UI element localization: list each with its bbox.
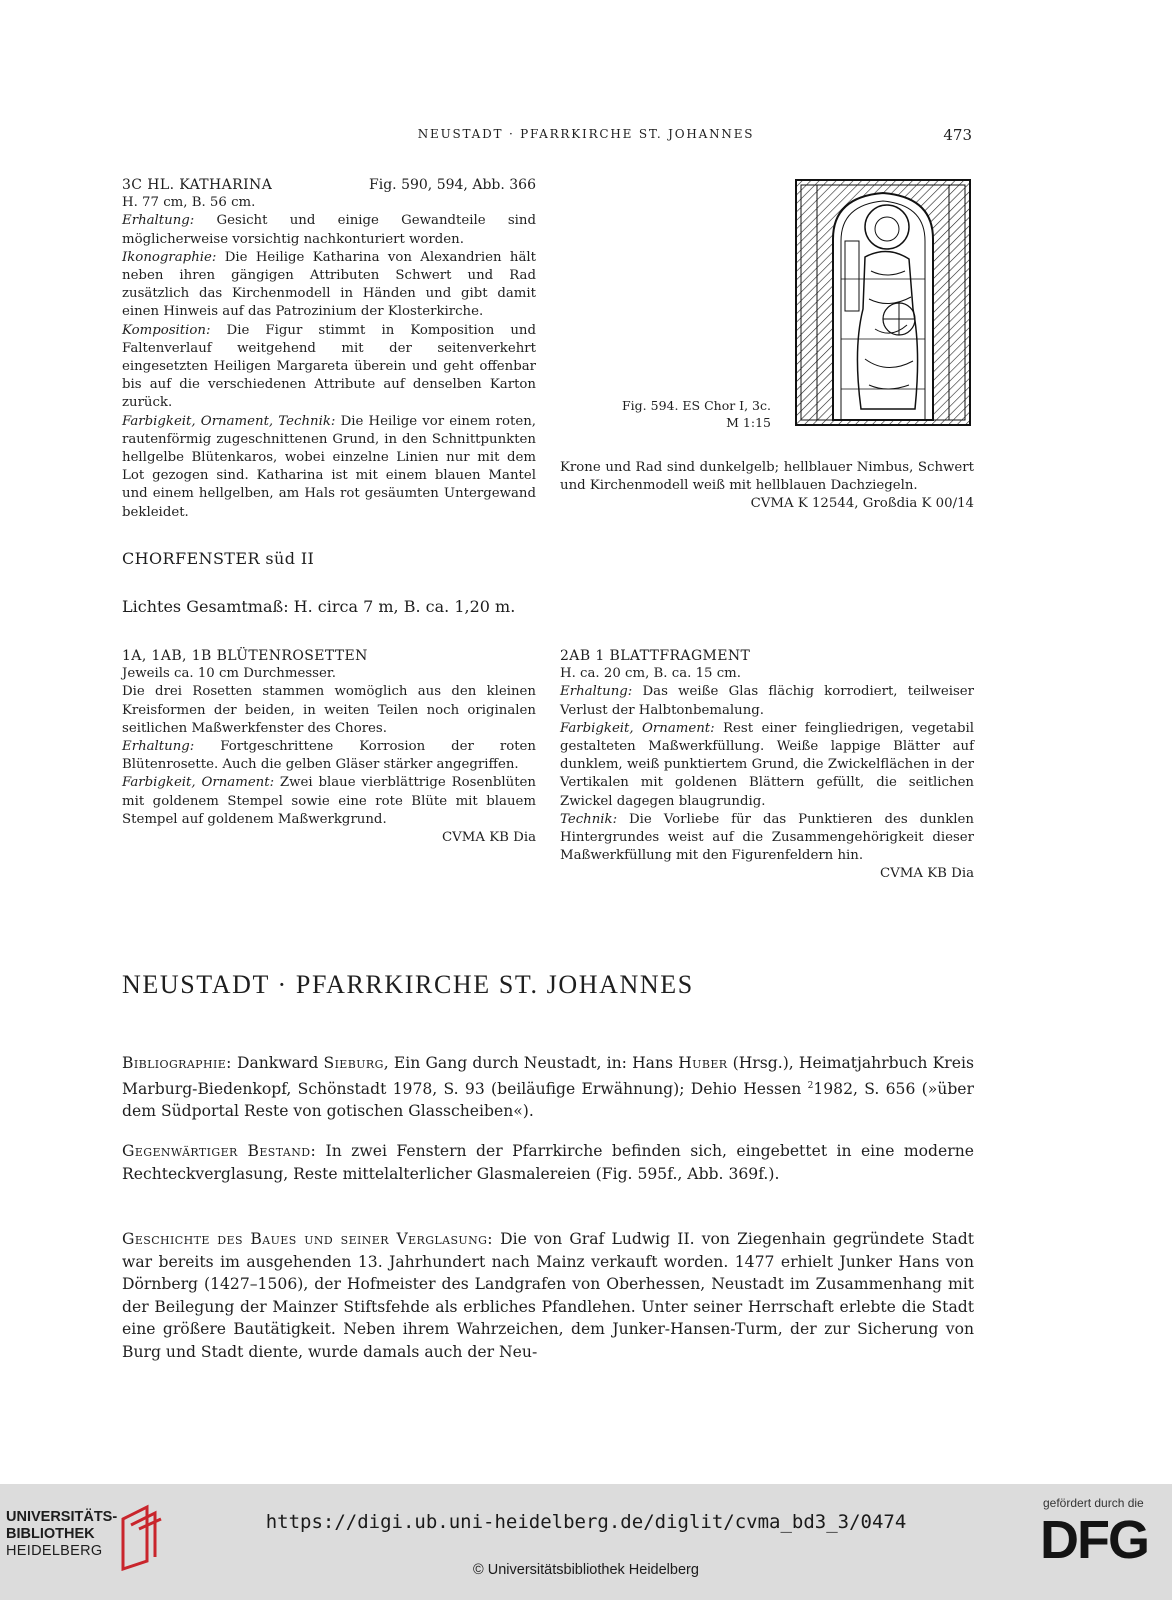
farbigkeit-paragraph [122,774,536,829]
geschichte-label: Geschichte des Baues und seiner Verglasung: [122,1230,493,1248]
page-title: NEUSTADT · PFARRKIRCHE ST. JOHANNES [122,970,694,999]
dfg-logo: DFG [1040,1510,1148,1570]
continuation-paragraph: Krone und Rad sind dunkelgelb; hellblauer Nimbus, Schwert und Kirchenmodell weiß mit hellblauen Dachziegeln. [560,460,974,494]
farbigkeit-text: Rest einer feingliedrigen, vegetabil gestalteten Maßwerkfüllung. Weiße lappige Blätter auf dunklem, weiß punktiertem Grund, die Zwickelflächen in der Vertikalen mit goldenen Blättern gefüllt, die seitlichen Zwickel dagegen blaugrundig. [560,720,974,809]
erhaltung-text: Fortgeschrittene Korrosion der roten Blütenrosette. Auch die gelben Gläser stärker angegriffen. [122,739,536,773]
farbigkeit-text: Die Heilige vor einem roten, rautenförmig zugeschnittenen Grund, in den Schnittpunkten hellgelbe Blütenkaros, wobei einzelne Linien nur mit dem Lot gezogen sind. Katharina ist mit einem blauen Mantel und einem hellgelben, am Hals rot gesäumten Untergewand bekleidet. [122,413,536,520]
erhaltung-paragraph [122,738,536,774]
farbigkeit-paragraph [122,413,536,522]
section-measure: Lichtes Gesamtmaß: H. circa 7 m, B. ca. 1,20 m. [122,597,516,616]
geschichte-text: Die von Graf Ludwig II. von Ziegenhain gegründete Stadt war bereits im ausgehenden 13. Jahrhundert nach Mainz verkauft worden. 1477 erhielt Junker Hans von Dörnberg (1427–1506), der Hofmeister des Landgrafen von Oberhessen, Neustadt im Zusammenhang mit der Beilegung der Mainzer Stiftsfehde als erbliches Pfandlehen. Unter seiner Herrschaft erlebte die Stadt eine größere Bautätigkeit. Neben ihrem Wahrzeichen, dem Junker-Hansen-Turm, der zur Sicherung von Burg und Stadt diente, wurde damals auch der Neu- [122,1230,974,1361]
ikonographie-label: Ikonographie: [122,249,217,265]
bestand-label: Gegenwärtiger Bestand: [122,1142,317,1160]
entry-title: 2AB 1 BLATTFRAGMENT [560,648,751,664]
library-line: HEIDELBERG [6,1543,103,1559]
photo-credit: CVMA KB Dia [880,866,974,882]
funding-note: gefördert durch die [1043,1496,1144,1510]
continuation-text [560,459,974,514]
erhaltung-label: Erhaltung: [122,739,195,755]
biblio-text: (Hrsg.), Heimatjahrbuch Kreis Marburg-Biedenkopf, Schönstadt 1978, S. 93 (beiläufige Erwähnung); Dehio Hessen [122,1054,974,1098]
copyright-notice: © Universitätsbibliothek Heidelberg [473,1562,699,1578]
technik-label: Technik: [560,811,618,827]
edition-superscript: 2 [807,1080,814,1091]
farbigkeit-paragraph [560,720,974,811]
biblio-text: Dankward [236,1054,319,1072]
farbigkeit-label: Farbigkeit, Ornament, Technik: [122,413,336,429]
technik-text: Die Vorliebe für das Punktieren des dunklen Hintergrundes weist auf die Zusammengehörigkeit dieser Maßwerkfüllung mit den Figurenfeldern hin. [560,811,974,864]
page-number: 473 [943,126,972,144]
photo-credit: CVMA K 12544, Großdia K 00/14 [750,496,974,512]
farbigkeit-label: Farbigkeit, Ornament: [122,775,275,791]
erhaltung-paragraph [122,212,536,248]
ikonographie-paragraph [122,249,536,322]
entry-3c [122,176,536,522]
footer-bar [0,1484,1172,1600]
erhaltung-label: Erhaltung: [560,684,633,700]
komposition-text: Die Figur stimmt in Komposition und Faltenverlauf weitgehend mit der seitenverkehrt eingesetzten Heiligen Margareta überein und geht offenbar bis auf die verschiedenen Attribute auf denselben Karton zurück. [122,322,537,411]
library-line: BIBLIOTHEK [6,1526,95,1542]
caption-scale: M 1:15 [726,415,771,430]
figure-reference: Fig. 590, 594, Abb. 366 [369,177,536,193]
dimensions: H. 77 cm, B. 56 cm. [122,195,256,211]
erhaltung-label: Erhaltung: [122,213,195,229]
ikonographie-text: Die Heilige Katharina von Alexandrien hält neben ihren gängigen Attributen Schwert und Rad zusätzlich das Kirchenmodell in Händen und gibt damit einen Hinweis auf das Patrozinium der Klosterkirche. [122,249,536,320]
komposition-paragraph [122,322,536,413]
caption-line: Fig. 594. ES Chor I, 3c. [622,398,771,413]
erhaltung-text: Das weiße Glas flächig korrodiert, teilweiser Verlust der Halbtonbemalung. [560,684,975,718]
editor-name: Huber [678,1054,728,1072]
entry-title: 3C HL. KATHARINA [122,177,273,193]
stained-glass-svg [795,179,971,426]
author-name: Sieburg [323,1054,384,1072]
dimensions: H. ca. 20 cm, B. ca. 15 cm. [560,666,742,682]
entry-title: 1A, 1AB, 1B BLÜTENROSETTEN [122,648,368,664]
library-line: UNIVERSITÄTS- [6,1509,118,1525]
bibliography-paragraph [122,1052,974,1123]
entry-2ab [560,647,974,884]
dimensions: Jeweils ca. 10 cm Durchmesser. [122,666,336,682]
entry-1a [122,647,536,847]
erhaltung-text: Gesicht und einige Gewandteile sind möglicherweise vorsichtig nachkonturiert worden. [122,213,536,247]
bibliography-label: Bibliographie: [122,1054,232,1072]
bestand-paragraph [122,1140,974,1185]
section-title: CHORFENSTER süd II [122,549,315,568]
technik-paragraph [560,811,974,866]
document-url[interactable]: https://digi.ub.uni-heidelberg.de/diglit/cvma_bd3_3/0474 [265,1511,907,1533]
stained-glass-drawing [795,179,971,426]
bestand-text: In zwei Fenstern der Pfarrkirche befinden sich, eingebettet in eine moderne Rechteckverglasung, Reste mittelalterlicher Glasmalereien (Fig. 595f., Abb. 369f.). [122,1142,974,1183]
geschichte-paragraph [122,1228,974,1363]
farbigkeit-label: Farbigkeit, Ornament: [560,720,715,736]
entry-heading [122,176,536,194]
photo-credit: CVMA KB Dia [442,830,536,846]
entry-text: Die drei Rosetten stammen womöglich aus den kleinen Kreisformen der beiden, in weiten Teilen noch originalen seitlichen Maßwerkfenster des Chores. [122,684,536,736]
erhaltung-paragraph [560,683,974,719]
figure-caption [560,397,771,431]
farbigkeit-text: Zwei blaue vierblättrige Rosenblüten mit goldenem Stempel sowie eine rote Blüte mit blauem Stempel auf goldenem Maßwerkgrund. [122,775,536,827]
komposition-label: Komposition: [122,322,211,338]
biblio-text: 1982, S. 656 (»über dem Südportal Reste von gotischen Glasscheiben«). [122,1079,974,1121]
biblio-text: , Ein Gang durch Neustadt, in: Hans [383,1054,674,1072]
running-title: NEUSTADT · PFARRKIRCHE ST. JOHANNES [417,127,755,141]
